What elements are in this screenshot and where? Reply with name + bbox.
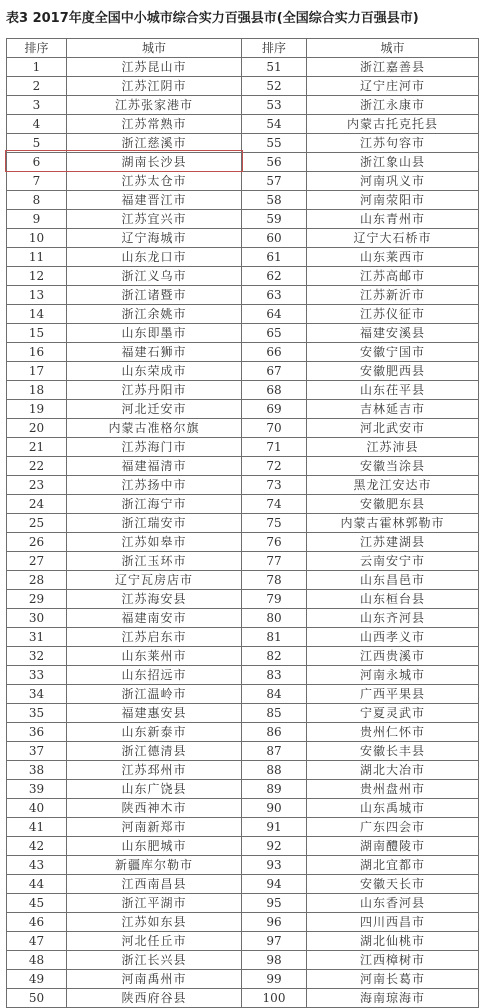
table-row — [7, 324, 479, 343]
city-cell: 江西贵溪市 — [307, 647, 479, 666]
table-row — [7, 761, 479, 780]
rank-cell: 20 — [7, 419, 67, 438]
rank-cell: 27 — [7, 552, 67, 571]
rank-cell: 29 — [7, 590, 67, 609]
rank-cell: 80 — [242, 609, 307, 628]
city-cell: 贵州盘州市 — [307, 780, 479, 799]
table-row — [7, 58, 479, 77]
table-row — [7, 381, 479, 400]
rank-cell: 12 — [7, 267, 67, 286]
city-cell: 湖南醴陵市 — [307, 837, 479, 856]
table-row — [7, 932, 479, 951]
table-row — [7, 894, 479, 913]
city-cell: 辽宁庄河市 — [307, 77, 479, 96]
city-cell: 浙江慈溪市 — [67, 134, 242, 153]
rank-cell: 21 — [7, 438, 67, 457]
city-cell: 浙江象山县 — [307, 153, 479, 172]
rank-cell: 70 — [242, 419, 307, 438]
city-cell: 江苏昆山市 — [67, 58, 242, 77]
rank-cell: 41 — [7, 818, 67, 837]
city-cell: 山东茌平县 — [307, 381, 479, 400]
city-cell: 浙江瑞安市 — [67, 514, 242, 533]
rank-cell: 42 — [7, 837, 67, 856]
city-cell: 江苏海安县 — [67, 590, 242, 609]
rank-cell: 16 — [7, 343, 67, 362]
table-row — [7, 267, 479, 286]
city-cell: 湖北宜都市 — [307, 856, 479, 875]
table-header — [7, 39, 479, 58]
rank-cell: 9 — [7, 210, 67, 229]
city-cell: 江苏海门市 — [67, 438, 242, 457]
rank-cell: 8 — [7, 191, 67, 210]
city-cell: 江苏沛县 — [307, 438, 479, 457]
rank-cell: 52 — [242, 77, 307, 96]
city-cell: 江苏邳州市 — [67, 761, 242, 780]
table-row — [7, 134, 479, 153]
rank-cell: 37 — [7, 742, 67, 761]
rank-cell: 14 — [7, 305, 67, 324]
rank-cell: 43 — [7, 856, 67, 875]
table-row — [7, 362, 479, 381]
city-cell: 江西南昌县 — [67, 875, 242, 894]
city-cell: 江苏启东市 — [67, 628, 242, 647]
rank-cell: 96 — [242, 913, 307, 932]
city-cell: 福建惠安县 — [67, 704, 242, 723]
table-row — [7, 153, 479, 172]
city-cell: 辽宁瓦房店市 — [67, 571, 242, 590]
city-cell: 吉林延吉市 — [307, 400, 479, 419]
rank-cell: 90 — [242, 799, 307, 818]
city-cell: 山东即墨市 — [67, 324, 242, 343]
rank-cell: 73 — [242, 476, 307, 495]
rank-cell: 61 — [242, 248, 307, 267]
city-cell: 山东齐河县 — [307, 609, 479, 628]
rank-cell: 76 — [242, 533, 307, 552]
rank-cell: 86 — [242, 723, 307, 742]
rank-cell: 54 — [242, 115, 307, 134]
table-row — [7, 837, 479, 856]
rank-cell: 24 — [7, 495, 67, 514]
rank-cell: 92 — [242, 837, 307, 856]
rank-cell: 57 — [242, 172, 307, 191]
city-cell: 江苏江阴市 — [67, 77, 242, 96]
rank-cell: 19 — [7, 400, 67, 419]
city-cell: 江苏丹阳市 — [67, 381, 242, 400]
table-row — [7, 96, 479, 115]
city-cell: 江苏建湖县 — [307, 533, 479, 552]
rank-cell: 25 — [7, 514, 67, 533]
rank-cell: 88 — [242, 761, 307, 780]
rank-cell: 98 — [242, 951, 307, 970]
rank-cell: 94 — [242, 875, 307, 894]
rank-cell: 45 — [7, 894, 67, 913]
rank-cell: 100 — [242, 989, 307, 1008]
table-row — [7, 989, 479, 1008]
table-row — [7, 970, 479, 989]
table-row — [7, 913, 479, 932]
rank-cell: 32 — [7, 647, 67, 666]
table-row — [7, 419, 479, 438]
city-cell: 安徽宁国市 — [307, 343, 479, 362]
city-cell: 河北武安市 — [307, 419, 479, 438]
city-cell: 浙江德清县 — [67, 742, 242, 761]
city-cell: 浙江余姚市 — [67, 305, 242, 324]
table-row — [7, 647, 479, 666]
table-row — [7, 115, 479, 134]
rank-cell: 82 — [242, 647, 307, 666]
table-row — [7, 495, 479, 514]
rank-cell: 58 — [242, 191, 307, 210]
rank-cell: 39 — [7, 780, 67, 799]
city-cell: 山东莱西市 — [307, 248, 479, 267]
city-cell: 福建石狮市 — [67, 343, 242, 362]
city-cell: 安徽天长市 — [307, 875, 479, 894]
city-cell: 江苏句容市 — [307, 134, 479, 153]
rank-cell: 46 — [7, 913, 67, 932]
rank-cell: 63 — [242, 286, 307, 305]
table-row — [7, 305, 479, 324]
rank-cell: 59 — [242, 210, 307, 229]
rank-cell: 87 — [242, 742, 307, 761]
city-cell: 江苏新沂市 — [307, 286, 479, 305]
table-row — [7, 210, 479, 229]
city-cell: 安徽肥西县 — [307, 362, 479, 381]
rank-cell: 13 — [7, 286, 67, 305]
city-cell: 湖北大冶市 — [307, 761, 479, 780]
table-row — [7, 742, 479, 761]
table-row — [7, 818, 479, 837]
city-cell: 江苏如皋市 — [67, 533, 242, 552]
city-cell: 浙江长兴县 — [67, 951, 242, 970]
rank-cell: 17 — [7, 362, 67, 381]
header-rank-left: 排序 — [7, 39, 67, 58]
rank-cell: 95 — [242, 894, 307, 913]
city-cell: 广西平果县 — [307, 685, 479, 704]
rank-cell: 84 — [242, 685, 307, 704]
city-cell: 浙江永康市 — [307, 96, 479, 115]
rank-cell: 97 — [242, 932, 307, 951]
rank-cell: 34 — [7, 685, 67, 704]
table-row — [7, 571, 479, 590]
table-row — [7, 704, 479, 723]
rank-cell: 68 — [242, 381, 307, 400]
rank-cell: 11 — [7, 248, 67, 267]
rank-cell: 93 — [242, 856, 307, 875]
city-cell: 河南禹州市 — [67, 970, 242, 989]
table-title: 表3 2017年度全国中小城市综合实力百强县市(全国综合实力百强县市) — [6, 11, 419, 26]
rank-cell: 55 — [242, 134, 307, 153]
rank-cell: 40 — [7, 799, 67, 818]
table-row — [7, 286, 479, 305]
city-cell: 安徽肥东县 — [307, 495, 479, 514]
rank-cell: 62 — [242, 267, 307, 286]
rank-cell: 71 — [242, 438, 307, 457]
rank-cell: 64 — [242, 305, 307, 324]
rank-cell: 49 — [7, 970, 67, 989]
table-row — [7, 533, 479, 552]
table-row — [7, 77, 479, 96]
rank-cell: 65 — [242, 324, 307, 343]
table-row — [7, 172, 479, 191]
city-cell: 浙江平湖市 — [67, 894, 242, 913]
rank-cell: 72 — [242, 457, 307, 476]
rank-cell: 28 — [7, 571, 67, 590]
rank-cell: 36 — [7, 723, 67, 742]
city-cell: 山东青州市 — [307, 210, 479, 229]
table-row — [7, 856, 479, 875]
rank-cell: 50 — [7, 989, 67, 1008]
city-cell: 福建晋江市 — [67, 191, 242, 210]
header-rank-right: 排序 — [242, 39, 307, 58]
city-cell: 河南永城市 — [307, 666, 479, 685]
rank-cell: 33 — [7, 666, 67, 685]
city-cell: 河北迁安市 — [67, 400, 242, 419]
city-cell: 浙江玉环市 — [67, 552, 242, 571]
rank-cell: 81 — [242, 628, 307, 647]
city-cell: 山东新泰市 — [67, 723, 242, 742]
table-row — [7, 799, 479, 818]
table-row — [7, 191, 479, 210]
rank-cell: 74 — [242, 495, 307, 514]
city-cell: 内蒙古托克托县 — [307, 115, 479, 134]
city-cell: 河北任丘市 — [67, 932, 242, 951]
city-cell: 江苏仪征市 — [307, 305, 479, 324]
rank-cell: 6 — [7, 153, 67, 172]
city-cell: 河南荥阳市 — [307, 191, 479, 210]
rank-cell: 15 — [7, 324, 67, 343]
city-cell: 江苏如东县 — [67, 913, 242, 932]
city-cell: 山东莱州市 — [67, 647, 242, 666]
rank-cell: 4 — [7, 115, 67, 134]
city-cell: 江苏扬中市 — [67, 476, 242, 495]
rank-cell: 89 — [242, 780, 307, 799]
ranking-table — [6, 38, 479, 1008]
city-cell: 湖南长沙县 — [67, 153, 242, 172]
rank-cell: 18 — [7, 381, 67, 400]
rank-cell: 35 — [7, 704, 67, 723]
city-cell: 山东肥城市 — [67, 837, 242, 856]
rank-cell: 47 — [7, 932, 67, 951]
city-cell: 山东昌邑市 — [307, 571, 479, 590]
city-cell: 河南巩义市 — [307, 172, 479, 191]
city-cell: 新疆库尔勒市 — [67, 856, 242, 875]
table-row — [7, 609, 479, 628]
city-cell: 浙江海宁市 — [67, 495, 242, 514]
table-row — [7, 628, 479, 647]
table-body — [7, 58, 479, 1008]
city-cell: 福建安溪县 — [307, 324, 479, 343]
table-row — [7, 438, 479, 457]
table-row — [7, 590, 479, 609]
table-row — [7, 552, 479, 571]
table-row — [7, 780, 479, 799]
rank-cell: 1 — [7, 58, 67, 77]
city-cell: 山东香河县 — [307, 894, 479, 913]
table-row — [7, 400, 479, 419]
rank-cell: 5 — [7, 134, 67, 153]
city-cell: 福建南安市 — [67, 609, 242, 628]
rank-cell: 77 — [242, 552, 307, 571]
city-cell: 内蒙古准格尔旗 — [67, 419, 242, 438]
table-row — [7, 343, 479, 362]
city-cell: 陕西府谷县 — [67, 989, 242, 1008]
city-cell: 山东龙口市 — [67, 248, 242, 267]
header-city-right: 城市 — [307, 39, 479, 58]
city-cell: 广东四会市 — [307, 818, 479, 837]
rank-cell: 67 — [242, 362, 307, 381]
rank-cell: 69 — [242, 400, 307, 419]
table-row — [7, 951, 479, 970]
city-cell: 山东荣成市 — [67, 362, 242, 381]
rank-cell: 66 — [242, 343, 307, 362]
table-row — [7, 476, 479, 495]
table-row — [7, 229, 479, 248]
city-cell: 江苏太仓市 — [67, 172, 242, 191]
city-cell: 山东禹城市 — [307, 799, 479, 818]
rank-cell: 60 — [242, 229, 307, 248]
city-cell: 内蒙古霍林郭勒市 — [307, 514, 479, 533]
city-cell: 四川西昌市 — [307, 913, 479, 932]
rank-cell: 23 — [7, 476, 67, 495]
city-cell: 浙江嘉善县 — [307, 58, 479, 77]
city-cell: 黑龙江安达市 — [307, 476, 479, 495]
rank-cell: 10 — [7, 229, 67, 248]
city-cell: 陕西神木市 — [67, 799, 242, 818]
city-cell: 福建福清市 — [67, 457, 242, 476]
table-row — [7, 666, 479, 685]
table-row — [7, 875, 479, 894]
city-cell: 云南安宁市 — [307, 552, 479, 571]
city-cell: 海南琼海市 — [307, 989, 479, 1008]
rank-cell: 30 — [7, 609, 67, 628]
rank-cell: 91 — [242, 818, 307, 837]
table-row — [7, 685, 479, 704]
table-row — [7, 514, 479, 533]
rank-cell: 7 — [7, 172, 67, 191]
rank-cell: 26 — [7, 533, 67, 552]
city-cell: 山东桓台县 — [307, 590, 479, 609]
rank-cell: 38 — [7, 761, 67, 780]
city-cell: 浙江义乌市 — [67, 267, 242, 286]
city-cell: 辽宁大石桥市 — [307, 229, 479, 248]
rank-cell: 44 — [7, 875, 67, 894]
rank-cell: 2 — [7, 77, 67, 96]
city-cell: 江西樟树市 — [307, 951, 479, 970]
rank-cell: 53 — [242, 96, 307, 115]
rank-cell: 85 — [242, 704, 307, 723]
table-row — [7, 248, 479, 267]
rank-cell: 79 — [242, 590, 307, 609]
city-cell: 江苏常熟市 — [67, 115, 242, 134]
city-cell: 江苏宜兴市 — [67, 210, 242, 229]
rank-cell: 56 — [242, 153, 307, 172]
rank-cell: 99 — [242, 970, 307, 989]
city-cell: 浙江诸暨市 — [67, 286, 242, 305]
header-city-left: 城市 — [67, 39, 242, 58]
city-cell: 安徽当涂县 — [307, 457, 479, 476]
city-cell: 贵州仁怀市 — [307, 723, 479, 742]
rank-cell: 22 — [7, 457, 67, 476]
city-cell: 安徽长丰县 — [307, 742, 479, 761]
rank-cell: 48 — [7, 951, 67, 970]
rank-cell: 78 — [242, 571, 307, 590]
city-cell: 辽宁海城市 — [67, 229, 242, 248]
city-cell: 山西孝义市 — [307, 628, 479, 647]
table-row — [7, 457, 479, 476]
rank-cell: 83 — [242, 666, 307, 685]
city-cell: 湖北仙桃市 — [307, 932, 479, 951]
city-cell: 山东招远市 — [67, 666, 242, 685]
city-cell: 山东广饶县 — [67, 780, 242, 799]
rank-cell: 51 — [242, 58, 307, 77]
table-row — [7, 723, 479, 742]
city-cell: 河南新郑市 — [67, 818, 242, 837]
city-cell: 河南长葛市 — [307, 970, 479, 989]
rank-cell: 31 — [7, 628, 67, 647]
city-cell: 宁夏灵武市 — [307, 704, 479, 723]
city-cell: 江苏高邮市 — [307, 267, 479, 286]
city-cell: 浙江温岭市 — [67, 685, 242, 704]
rank-cell: 75 — [242, 514, 307, 533]
city-cell: 江苏张家港市 — [67, 96, 242, 115]
rank-cell: 3 — [7, 96, 67, 115]
